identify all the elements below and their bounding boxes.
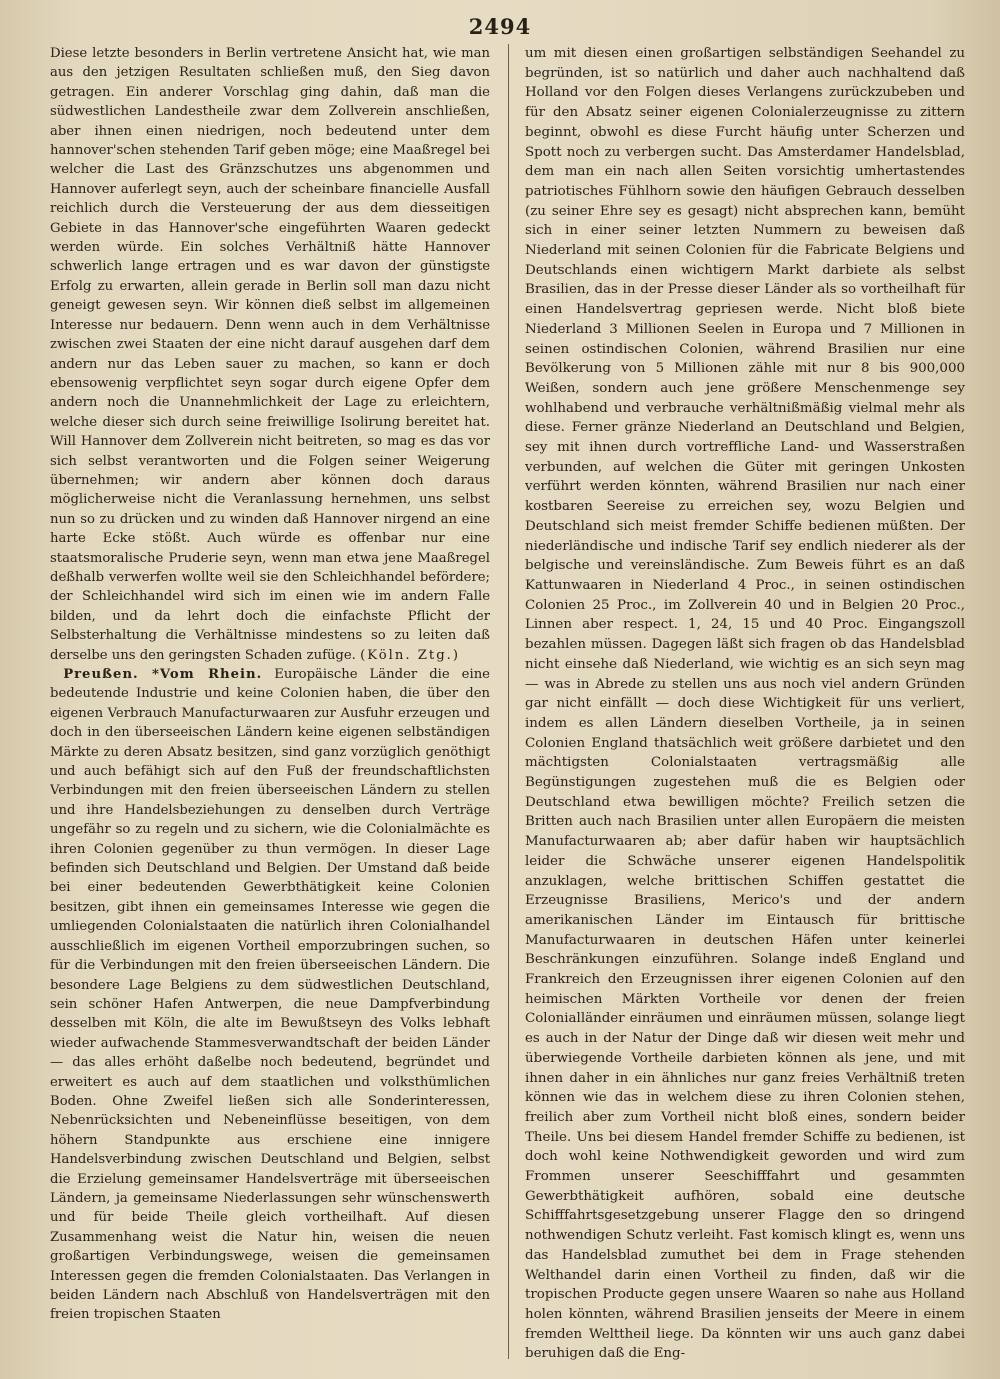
article-paragraph-rhein [50,665,490,1325]
right-column [525,44,965,1366]
article-paragraph-continued: um mit diesen einen großartigen selbständigen Seehandel zu begründen, ist so natürlich und daher auch nachhaltend daß Holland vor den Folgen dieses Verlangens zurückzubeben und für den Absatz seiner eigenen Colonialerzeugnisse zu zittern beginnt, obwohl es diese Furcht häufig unter Scherzen und Spott noch zu verbergen sucht. Das Amsterdamer Handelsblad, dem man ein nach allen Seiten vorsichtig umhertastendes patriotisches Fühlhorn sowie den häufigen Gebrauch desselben (zu seiner Ehre sey es gesagt) nicht absprechen kann, bemüht sich in einer seiner letzten Nummern zu beweisen daß Niederland mit seinen Colonien für die Fabricate Belgiens und Deutschlands einen wichtigern Markt darbiete als selbst Brasilien, das in der Presse dieser Länder als so vortheilhaft für einen Handelsvertrag gepriesen werde. Nicht bloß biete Niederland 3 Millionen Seelen in Europa und 7 Millionen in seinen ostindischen Colonien, während Brasilien nur eine Bevölkerung von 5 Millionen zähle mit nur 8 bis 900,000 Weißen, sondern auch jene größere Menschenmenge sey wohlhabend und verbrauche verhältnißmäßig vielmal mehr als diese. Ferner gränze Niederland an Deutschland und Belgien, sey mit ihnen durch vortreffliche Land- und Wasserstraßen verbunden, auf welchen die Güter mit geringen Unkosten verführt werden könnten, während Brasilien nur nach einer kostbaren Seereise zu erreichen sey, wozu Belgien und Deutschland sich meist fremder Schiffe bedienen müßten. Der niederländische und indische Tarif sey endlich niederer als der belgische und vereinsländische. Zum Beweis führt es an daß Kattunwaaren in Niederland 4 Proc., in seinen ostindischen Colonien 25 Proc., im Zollverein 40 und in Belgien 20 Proc., Linnen aber respect. 1, 24, 15 und 40 Proc. Eingangszoll bezahlen müssen. Dagegen läßt sich fragen ob das Handelsblad nicht einsehe daß Niederland, wie wichtig es an sich seyn mag — was in Abrede zu stellen uns aus noch viel andern Gründen gar nicht einfällt — doch diese Wichtigkeit für uns verliert, indem es allen Ländern dieselben Vortheile, ja in seinen Colonien England thatsächlich weit größere darbietet und den mächtigsten Colonialstaaten vertragsmäßig alle Begünstigungen zugestehen muß die es Belgien oder Deutschland etwa bewilligen möchte? Freilich setzen die Britten auch nach Brasilien unter allen Europäern die meisten Manufacturwaaren ab; aber dafür haben wir hauptsächlich leider die Schwäche unserer eigenen Handelspolitik anzuklagen, welche brittischen Schiffen gestattet die Erzeugnisse Brasiliens, Merico's und der andern amerikanischen Länder im Eintausch für brittische Manufacturwaaren in deutschen Häfen unter keinerlei Beschränkungen einzuführen. Solange indeß England und Frankreich den Erzeugnissen ihrer eigenen Colonien auf den heimischen Märkten Vortheile vor denen der freien Colonialländer einräumen und einräumen müssen, solange liegt es auch in der Natur der Dinge daß wir diesen weit mehr und überwiegende Vortheile darbieten können als jene, und mit ihnen daher in ein ähnliches nur ganz freies Verhältniß treten können wie das in welchem diese zu ihren Colonien stehen, freilich aber zum Vortheil nicht bloß eines, sondern beider Theile. Uns bei diesem Handel fremder Schiffe zu bedienen, ist doch wohl keine Nothwendigkeit geworden und wird zum Frommen unserer Seeschifffahrt und gesammten Gewerbthätigkeit aufhören, sobald eine deutsche Schifffahrtsgesetzgebung unserer Flagge den so dringend nothwendigen Schutz verleiht. Fast komisch klingt es, wenn uns das Handelsblad zumuthet bei dem in Frage stehenden Welthandel darin einen Vortheil zu finden, daß wir die tropischen Producte gegen unsere Waaren so nahe aus Holland holen könnten, während Brasilien jenseits der Meere in einem fremden Welttheil liege. Da könnten wir uns auch ganz dabei beruhigen daß die Eng- [525,46,965,1362]
page-number: 2494 [468,14,532,39]
article-paragraph-hannover [50,44,490,665]
paragraph-text: Diese letzte besonders in Berlin vertretene Ansicht hat, wie man aus den jetzigen Resultaten schließen muß, den Sieg davon getragen. Ein anderer Vorschlag ging dahin, daß man die südwestlichen Landestheile zwar dem Zollverein anschließen, aber ihnen einen niedrigen, noch bedeutend unter dem hannover'schen stehenden Tarif geben möge; eine Maaßregel bei welcher die Last des Gränzschutzes uns abgenommen und Hannover auferlegt seyn, auch der scheinbare financielle Ausfall reichlich durch die Versteuerung der aus dem diesseitigen Gebiete in das Hannover'sche eingeführten Waaren gedeckt werden würde. Ein solches Verhältniß hätte Hannover schwerlich lange ertragen und es war davon der günstigste Erfolg zu erwarten, allein gerade in Berlin soll man dazu nicht geneigt gewesen seyn. Wir können dieß selbst im allgemeinen Interesse nur bedauern. Denn wenn auch in dem Verhältnisse zwischen zwei Staaten der eine nicht darauf ausgehen darf dem andern nur das Leben sauer zu machen, so kann er doch ebensowenig verpflichtet seyn sogar durch eigene Opfer dem andern noch die Unannehmlichkeit der Lage zu erleichtern, welche dieser sich durch seine freiwillige Isolirung bereitet hat. Will Hannover dem Zollverein nicht beitreten, so mag es das vor sich selbst verantworten und die Folgen seiner Weigerung übernehmen; wir andern aber können doch daraus möglicherweise nicht die Veranlassung hernehmen, uns selbst nun so zu drücken und zu winden daß Hannover nirgend an eine harte Ecke stößt. Auch würde es offenbar nur eine staatsmoralische Pruderie seyn, wenn man etwa jene Maaßregel deßhalb verwerfen wollte weil sie den Schleichhandel befördere; der Schleichhandel wird sich im einen wie im andern Falle bilden, und da lehrt doch die einfachste Pflicht der Selbsterhaltung die Verhältnisse mindestens so zu leiten daß derselbe uns den geringsten Schaden zufüge. [50,46,490,663]
column-divider [508,44,509,1359]
section-heading: Preußen. *Vom Rhein. [63,667,263,682]
source-citation: (Köln. Ztg.) [360,647,461,663]
paragraph-text: Europäische Länder die eine bedeutende Industrie und keine Colonien haben, die über den eigenen Verbrauch Manufacturwaaren zur Ausfuhr erzeugen und doch in den überseeischen Ländern keine eigenen selbständigen Märkte zu deren Absatz besitzen, sind ganz vorzüglich genöthigt und auch befähigt sich auf den Fuß der freundschaftlichsten Verbindungen mit den freien überseeischen Ländern zu stellen und ihre Handelsbeziehungen zu denselben durch Verträge ungefähr so zu regeln und zu sichern, wie die Colonialmächte es ihren Colonien gegenüber zu thun vermögen. In dieser Lage befinden sich Deutschland und Belgien. Der Umstand daß beide bei einer bedeutenden Gewerbthätigkeit keine Colonien besitzen, gibt ihnen ein gemeinsames Interesse wie gegen die umliegenden Colonialstaaten die natürlich ihren Colonialhandel ausschließlich im eigenen Vortheil emporzubringen suchen, so für die Verbindungen mit den freien überseeischen Ländern. Die besondere Lage Belgiens zu dem südwestlichen Deutschland, sein schöner Hafen Antwerpen, die neue Dampfverbindung desselben mit Köln, die alte im Bewußtseyn des Volks lebhaft wieder aufwachende Stammesverwandtschaft der beiden Länder — das alles erhöht daßelbe noch bedeutend, begründet und erweitert es auch auf dem staatlichen und volksthümlichen Boden. Ohne Zweifel ließen sich alle Sonderinteressen, Nebenrücksichten und Nebeneinflüsse beseitigen, von dem höhern Standpunkte aus erschiene eine innigere Handelsverbindung zwischen Deutschland und Belgien, selbst die Erzielung gemeinsamer Handelsverträge mit überseeischen Ländern, ja gemeinsame Niederlassungen sehr wünschenswerth und für beide Theile gleich vortheilhaft. Auf diesen Zusammenhang weist die Natur hin, weisen die neuen großartigen Verbindungswege, weisen die gemeinsamen Interessen gegen die fremden Colonialstaaten. Das Verlangen in beiden Ländern nach Abschluß von Handelsverträgen mit den freien tropischen Staaten [50,667,490,1323]
left-column [50,44,490,1366]
